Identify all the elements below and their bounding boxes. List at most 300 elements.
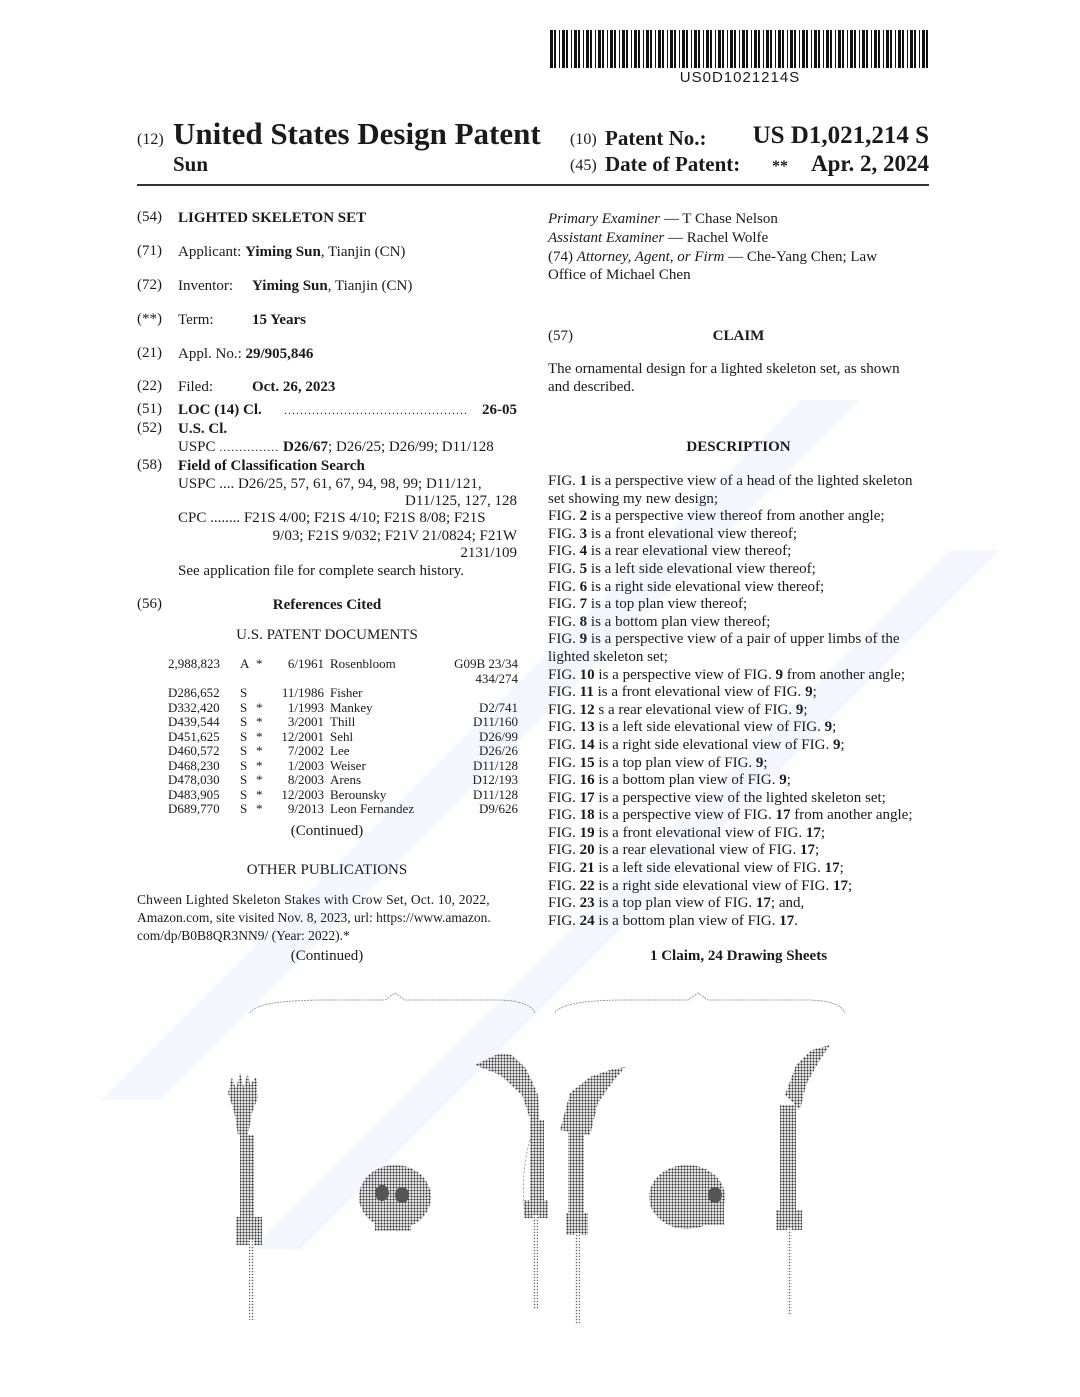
barcode-bar bbox=[826, 30, 829, 68]
description-line bbox=[548, 772, 938, 790]
attorney-text-1: Che-Yang Chen; Law bbox=[746, 249, 878, 265]
claim-text-2: and described. bbox=[548, 379, 635, 395]
date-of-patent: Apr. 2, 2024 bbox=[811, 151, 929, 176]
reference-number: D483,905 bbox=[168, 786, 220, 802]
primary-examiner-name: T Chase Nelson bbox=[682, 211, 778, 227]
figure-number: 17 bbox=[800, 842, 816, 859]
barcode-bar bbox=[758, 30, 760, 68]
barcode-bar bbox=[890, 30, 892, 68]
figure-number: 17 bbox=[832, 877, 848, 894]
loc-code: (51) bbox=[137, 401, 162, 417]
reference-name bbox=[330, 672, 454, 687]
reference-kind: S bbox=[240, 757, 248, 773]
barcode-bar bbox=[614, 30, 616, 68]
figure-number: 18 bbox=[579, 807, 595, 824]
reference-row bbox=[168, 686, 518, 701]
reference-number: D439,544 bbox=[168, 714, 220, 729]
barcode-bar bbox=[571, 30, 572, 68]
inventor-label: Inventor: bbox=[178, 278, 233, 294]
assistant-examiner-line bbox=[548, 229, 768, 247]
barcode-bar bbox=[590, 30, 592, 68]
barcode-bar bbox=[674, 30, 676, 68]
barcode-bar bbox=[722, 30, 724, 68]
document-title: United States Design Patent bbox=[173, 116, 541, 151]
barcode-bar bbox=[910, 30, 913, 68]
description-text: is a perspective view of the lighted skeleton set; bbox=[594, 789, 886, 806]
description-line bbox=[548, 737, 938, 755]
description-text: FIG. bbox=[548, 508, 580, 525]
reference-date: 7/2002 bbox=[287, 743, 324, 758]
description-text: is a bottom plan view of FIG. bbox=[594, 912, 780, 929]
applicant-name: Yiming Sun bbox=[245, 244, 321, 260]
reference-star: * bbox=[256, 786, 263, 802]
description-text: FIG. bbox=[548, 578, 580, 595]
description-text: is a front elevational view thereof; bbox=[587, 525, 798, 542]
primary-examiner-line bbox=[548, 210, 778, 228]
barcode-bar bbox=[886, 30, 889, 68]
description-text: is a top plan view of FIG. bbox=[594, 754, 756, 771]
figure-number: 17 bbox=[755, 895, 771, 912]
reference-class bbox=[454, 686, 518, 701]
reference-date: 8/2003 bbox=[287, 772, 324, 787]
description-text: is a perspective view of a pair of upper limbs of the bbox=[587, 631, 900, 648]
description-text: FIG. bbox=[548, 895, 580, 912]
uspc-dots: ............... bbox=[219, 440, 280, 454]
description-text: from another angle; bbox=[782, 666, 906, 683]
barcode-bar bbox=[739, 30, 740, 68]
description-text: FIG. bbox=[548, 560, 580, 577]
references-code: (56) bbox=[137, 596, 162, 612]
description-text: ; and, bbox=[770, 895, 805, 912]
barcode-bar bbox=[686, 30, 688, 68]
barcode-bar bbox=[895, 30, 896, 68]
barcode-bar bbox=[763, 30, 764, 68]
description-text: lighted skeleton set; bbox=[548, 648, 668, 665]
barcode-bar bbox=[866, 30, 868, 68]
barcode-bar bbox=[682, 30, 685, 68]
barcode-bar bbox=[554, 30, 556, 68]
reference-date: 3/2001 bbox=[287, 714, 324, 729]
barcode-bar bbox=[710, 30, 712, 68]
figure-number: 10 bbox=[579, 666, 595, 683]
attorney-code: (74) bbox=[548, 249, 573, 265]
header-rule bbox=[137, 184, 929, 186]
uspc-rest: ; D26/25; D26/99; D11/128 bbox=[328, 439, 494, 455]
description-text: is a perspective view of a head of the lighted skeleton bbox=[587, 473, 913, 489]
reference-row bbox=[168, 715, 518, 730]
reference-row bbox=[168, 730, 518, 745]
description-text: is a front elevational view of FIG. bbox=[594, 824, 806, 841]
barcode-bar bbox=[751, 30, 752, 68]
barcode-bar bbox=[643, 30, 644, 68]
figure-number: 5 bbox=[579, 560, 588, 577]
reference-number: D460,572 bbox=[168, 743, 220, 758]
description-text: ; bbox=[820, 824, 826, 841]
reference-kind: S bbox=[240, 801, 248, 816]
description-line bbox=[548, 667, 938, 685]
filed-date: Oct. 26, 2023 bbox=[252, 379, 336, 395]
assistant-examiner-dash: — bbox=[668, 230, 683, 246]
description-text: s a rear elevational view of FIG. bbox=[594, 701, 796, 718]
reference-class: D12/193 bbox=[472, 772, 518, 787]
description-text: FIG. bbox=[548, 701, 580, 718]
reference-date: 1/1993 bbox=[287, 699, 324, 715]
reference-star: * bbox=[256, 743, 263, 758]
reference-kind: S bbox=[240, 714, 248, 729]
figure-number: 14 bbox=[579, 736, 595, 753]
reference-number: 2,988,823 bbox=[168, 656, 220, 671]
barcode-bar bbox=[694, 30, 697, 68]
claims-sheets-summary: 1 Claim, 24 Drawing Sheets bbox=[649, 948, 828, 964]
figure-drawing bbox=[200, 985, 940, 1330]
description-line bbox=[548, 842, 938, 860]
barcode-bar bbox=[806, 30, 808, 68]
field-uspc-text-2: D11/125, 127, 128 bbox=[405, 493, 517, 509]
figure-number: 17 bbox=[779, 912, 795, 929]
uspc-line bbox=[178, 438, 494, 456]
references-continued: (Continued) bbox=[290, 823, 364, 839]
barcode-bar bbox=[715, 30, 716, 68]
reference-class: D11/160 bbox=[472, 714, 518, 729]
reference-name: Sehl bbox=[330, 728, 354, 744]
description-text: is a left side elevational view of FIG. bbox=[594, 860, 825, 877]
cpc-text-1: F21S 4/00; F21S 4/10; F21S 8/08; F21S bbox=[243, 510, 486, 526]
figure-number: 17 bbox=[579, 789, 595, 806]
barcode-bar bbox=[562, 30, 565, 68]
application-number: 29/905,846 bbox=[245, 346, 314, 362]
barcode-bar bbox=[814, 30, 817, 68]
figure-number: 15 bbox=[579, 754, 595, 771]
barcode-bar bbox=[610, 30, 613, 68]
description-text: from another angle; bbox=[790, 807, 913, 824]
reference-class: D26/99 bbox=[479, 728, 518, 744]
barcode-bar bbox=[667, 30, 668, 68]
barcode-bar bbox=[703, 30, 704, 68]
description-line bbox=[548, 807, 938, 825]
barcode-bar bbox=[583, 30, 584, 68]
reference-star bbox=[256, 672, 274, 687]
search-history-note: See application file for complete search history. bbox=[178, 563, 465, 579]
barcode-bar bbox=[818, 30, 820, 68]
term-label: Term: bbox=[178, 312, 214, 328]
description-text: ; bbox=[803, 701, 808, 718]
barcode-bar bbox=[926, 30, 928, 68]
description-line bbox=[548, 684, 938, 702]
reference-kind: S bbox=[240, 786, 248, 802]
description-text: FIG. bbox=[548, 613, 580, 630]
barcode-bar bbox=[862, 30, 865, 68]
description-line bbox=[548, 614, 938, 632]
barcode-bar bbox=[598, 30, 601, 68]
barcode-bar bbox=[919, 30, 920, 68]
barcode-bar bbox=[658, 30, 661, 68]
claim-text-1: The ornamental design for a lighted skeleton set, as shown bbox=[548, 361, 900, 377]
figure-number: 1 bbox=[579, 473, 588, 489]
barcode-bar bbox=[646, 30, 649, 68]
attorney-line-1 bbox=[548, 248, 877, 266]
barcode-bar bbox=[746, 30, 748, 68]
field-uspc-text-1: D26/25, 57, 61, 67, 94, 98, 99; D11/121, bbox=[238, 476, 482, 492]
claim-code: (57) bbox=[548, 328, 573, 344]
barcode-bar bbox=[854, 30, 856, 68]
description-line bbox=[548, 825, 938, 843]
skull-figure-2 bbox=[649, 1165, 725, 1229]
reference-name: Thill bbox=[330, 714, 356, 729]
description-text: FIG. bbox=[548, 772, 580, 789]
figure-number: 2 bbox=[579, 508, 588, 525]
field-uspc-line-1 bbox=[178, 475, 482, 493]
barcode-bar bbox=[754, 30, 757, 68]
figure-number: 17 bbox=[824, 860, 840, 877]
primary-examiner-label: Primary Examiner bbox=[548, 211, 661, 227]
barcode-bar bbox=[922, 30, 925, 68]
reference-class: 434/274 bbox=[475, 670, 518, 686]
inventor-line bbox=[178, 277, 233, 295]
cpc-dots: ........ bbox=[210, 510, 241, 526]
other-publication-line-2: Amazon.com, site visited Nov. 8, 2023, url: https://www.amazon. bbox=[137, 910, 491, 925]
figure-number: 9 bbox=[755, 754, 764, 771]
barcode-bar bbox=[859, 30, 860, 68]
reference-date: 6/1961 bbox=[287, 656, 324, 671]
description-text: FIG. bbox=[548, 824, 580, 841]
reference-name: Arens bbox=[330, 772, 362, 787]
uspc-main: D26/67 bbox=[283, 439, 329, 455]
applicant-location: , Tianjin (CN) bbox=[320, 244, 406, 260]
barcode-bar bbox=[727, 30, 728, 68]
left-arm-figure-1 bbox=[228, 1071, 262, 1320]
reference-name: Leon Fernandez bbox=[330, 801, 415, 816]
description-line bbox=[548, 543, 938, 561]
barcode-bar bbox=[883, 30, 884, 68]
barcode-bar bbox=[578, 30, 580, 68]
field-uspc-label: USPC bbox=[178, 476, 216, 492]
barcode-bar bbox=[794, 30, 796, 68]
barcode-bar bbox=[790, 30, 793, 68]
barcode-bar bbox=[902, 30, 904, 68]
barcode-bar bbox=[730, 30, 733, 68]
us-patent-documents-heading: U.S. PATENT DOCUMENTS bbox=[236, 627, 418, 643]
description-line bbox=[548, 649, 938, 667]
reference-class: D26/26 bbox=[479, 743, 518, 758]
barcode-bar bbox=[619, 30, 620, 68]
barcode-bar bbox=[847, 30, 848, 68]
description-text: is a right side elevational view of FIG. bbox=[594, 736, 833, 753]
reference-number: D451,625 bbox=[168, 728, 220, 744]
barcode-bar bbox=[698, 30, 700, 68]
reference-row bbox=[168, 701, 518, 716]
reference-row bbox=[168, 759, 518, 774]
barcode-bar bbox=[626, 30, 628, 68]
inventor-location: , Tianjin (CN) bbox=[327, 278, 413, 294]
barcode-bar bbox=[742, 30, 745, 68]
barcode-bar bbox=[823, 30, 824, 68]
term-code: (**) bbox=[137, 311, 162, 327]
figure-number: 24 bbox=[579, 912, 595, 929]
barcode-bar bbox=[770, 30, 772, 68]
reference-class: G09B 23/34 bbox=[454, 656, 518, 671]
barcode-bar bbox=[838, 30, 841, 68]
description-text: ; bbox=[812, 684, 817, 701]
inventor-name: Yiming Sun bbox=[252, 278, 328, 294]
reference-number: D332,420 bbox=[168, 699, 220, 715]
barcode-bar bbox=[835, 30, 836, 68]
applicant-label: Applicant: bbox=[178, 244, 242, 260]
reference-kind: S bbox=[240, 728, 248, 744]
cpc-label: CPC bbox=[178, 510, 207, 526]
reference-class: D11/128 bbox=[472, 786, 518, 802]
description-text: is a top plan view of FIG. bbox=[594, 895, 756, 912]
field-uspc-dots: .... bbox=[219, 476, 235, 492]
reference-row bbox=[168, 672, 518, 687]
description-line bbox=[548, 860, 938, 878]
reference-date: 11/1986 bbox=[281, 685, 324, 700]
reference-number: D478,030 bbox=[168, 772, 220, 787]
reference-kind bbox=[240, 672, 256, 687]
figure-number: 9 bbox=[805, 684, 813, 701]
figure-number: 9 bbox=[579, 631, 588, 648]
other-publications-heading: OTHER PUBLICATIONS bbox=[246, 862, 408, 878]
description-text: is a bottom plan view of FIG. bbox=[594, 772, 780, 789]
barcode-bar bbox=[634, 30, 637, 68]
figure-number: 12 bbox=[579, 701, 595, 718]
barcode-bar bbox=[878, 30, 880, 68]
description-text: is a front elevational view of FIG. bbox=[593, 684, 806, 701]
reference-star: * bbox=[256, 757, 263, 773]
reference-number bbox=[168, 672, 240, 687]
barcode-number: US0D1021214S bbox=[679, 69, 801, 86]
barcode-bar bbox=[670, 30, 673, 68]
reference-star bbox=[256, 686, 274, 701]
barcode-bar bbox=[595, 30, 596, 68]
barcode-bar bbox=[631, 30, 632, 68]
barcode-bar bbox=[850, 30, 853, 68]
figure-number: 23 bbox=[579, 895, 595, 912]
description-text: set showing my new design; bbox=[548, 490, 718, 507]
description-text: FIG. bbox=[548, 789, 580, 806]
patent-number-label: Patent No.: bbox=[605, 126, 707, 150]
figure-number: 13 bbox=[579, 719, 595, 736]
description-text: is a perspective view of FIG. bbox=[594, 666, 776, 683]
barcode-bar bbox=[586, 30, 589, 68]
reference-kind: S bbox=[240, 772, 248, 787]
barcode-bar bbox=[662, 30, 664, 68]
description-text: is a rear elevational view thereof; bbox=[587, 543, 792, 560]
reference-row bbox=[168, 802, 518, 817]
primary-examiner-dash: — bbox=[663, 211, 679, 227]
barcode-bar bbox=[607, 30, 608, 68]
reference-class: D2/741 bbox=[479, 699, 518, 715]
title-code: (54) bbox=[137, 209, 162, 225]
description-text: FIG. bbox=[548, 754, 580, 771]
description-text: FIG. bbox=[548, 807, 580, 824]
description-line bbox=[548, 596, 938, 614]
description-line bbox=[548, 473, 938, 491]
figure-number: 20 bbox=[579, 842, 595, 859]
barcode-bar bbox=[787, 30, 788, 68]
reference-number: D468,230 bbox=[168, 757, 220, 773]
attorney-label: Attorney, Agent, or Firm bbox=[576, 249, 725, 265]
figure-number: 21 bbox=[579, 860, 595, 877]
right-arm-figure-1 bbox=[475, 1053, 548, 1310]
figure-number: 11 bbox=[579, 684, 594, 701]
figure-number: 9 bbox=[779, 772, 787, 789]
description-line bbox=[548, 579, 938, 597]
barcode-bar bbox=[679, 30, 680, 68]
claim-heading: CLAIM bbox=[712, 328, 765, 344]
description-text: is a rear elevational view of FIG. bbox=[594, 842, 801, 859]
reference-star: * bbox=[256, 801, 263, 816]
reference-name: Weiser bbox=[330, 757, 366, 773]
barcode-bar bbox=[874, 30, 877, 68]
figure-number: 6 bbox=[579, 578, 588, 595]
figure-number: 4 bbox=[579, 543, 588, 560]
loc-value: 26-05 bbox=[482, 402, 517, 418]
description-text: FIG. bbox=[548, 543, 580, 560]
patent-number: US D1,021,214 S bbox=[752, 122, 929, 149]
figure-number: 9 bbox=[832, 736, 841, 753]
reference-kind: S bbox=[240, 699, 248, 715]
description-text: ; bbox=[840, 736, 845, 753]
description-text: ; bbox=[832, 719, 837, 736]
barcode-bar bbox=[566, 30, 568, 68]
description-text: FIG. bbox=[548, 860, 580, 877]
figure-number: 16 bbox=[579, 772, 595, 789]
description-text: is a bottom plan view thereof; bbox=[587, 613, 771, 630]
description-text: is a right side elevational view of FIG. bbox=[594, 877, 833, 894]
assistant-examiner-label: Assistant Examiner bbox=[548, 230, 665, 246]
invention-title: LIGHTED SKELETON SET bbox=[178, 210, 367, 226]
reference-date: 1/2003 bbox=[287, 757, 324, 773]
application-label: Appl. No.: bbox=[178, 346, 242, 362]
description-line bbox=[548, 895, 938, 913]
reference-name: Lee bbox=[330, 743, 350, 758]
description-line bbox=[548, 508, 938, 526]
description-text: FIG. bbox=[548, 719, 580, 736]
reference-kind: S bbox=[240, 685, 248, 700]
figure-number: 22 bbox=[579, 877, 595, 894]
other-publications-continued: (Continued) bbox=[290, 948, 364, 964]
description-line bbox=[548, 526, 938, 544]
barcode-bar bbox=[782, 30, 784, 68]
loc-dots: .............................................. bbox=[284, 403, 468, 417]
uspc-label: USPC bbox=[178, 439, 216, 455]
description-line bbox=[548, 755, 938, 773]
reference-name: Mankey bbox=[330, 699, 373, 715]
reference-star: * bbox=[256, 728, 263, 744]
us-cl-label: U.S. Cl. bbox=[178, 421, 228, 437]
barcode-bar bbox=[842, 30, 844, 68]
barcode-bar bbox=[602, 30, 604, 68]
reference-kind: A bbox=[240, 656, 250, 671]
barcode-bar bbox=[778, 30, 781, 68]
barcode-bar bbox=[811, 30, 812, 68]
applicant-code: (71) bbox=[137, 243, 162, 259]
description-text: is a perspective view of FIG. bbox=[594, 807, 776, 824]
figure-number: 9 bbox=[824, 719, 833, 736]
description-line bbox=[548, 702, 938, 720]
reference-name: Rosenbloom bbox=[330, 656, 396, 671]
inventor-value bbox=[252, 277, 412, 295]
reference-row bbox=[168, 744, 518, 759]
description-text: is a top plan view thereof; bbox=[587, 596, 748, 613]
description-text: is a left side elevational view thereof; bbox=[587, 560, 816, 577]
barcode-bar bbox=[559, 30, 560, 68]
figure-number: 8 bbox=[579, 613, 588, 630]
loc-label: LOC (14) Cl. bbox=[178, 402, 262, 418]
reference-name: Fisher bbox=[330, 685, 363, 700]
reference-number: D689,770 bbox=[168, 801, 220, 816]
barcode-bar bbox=[655, 30, 656, 68]
